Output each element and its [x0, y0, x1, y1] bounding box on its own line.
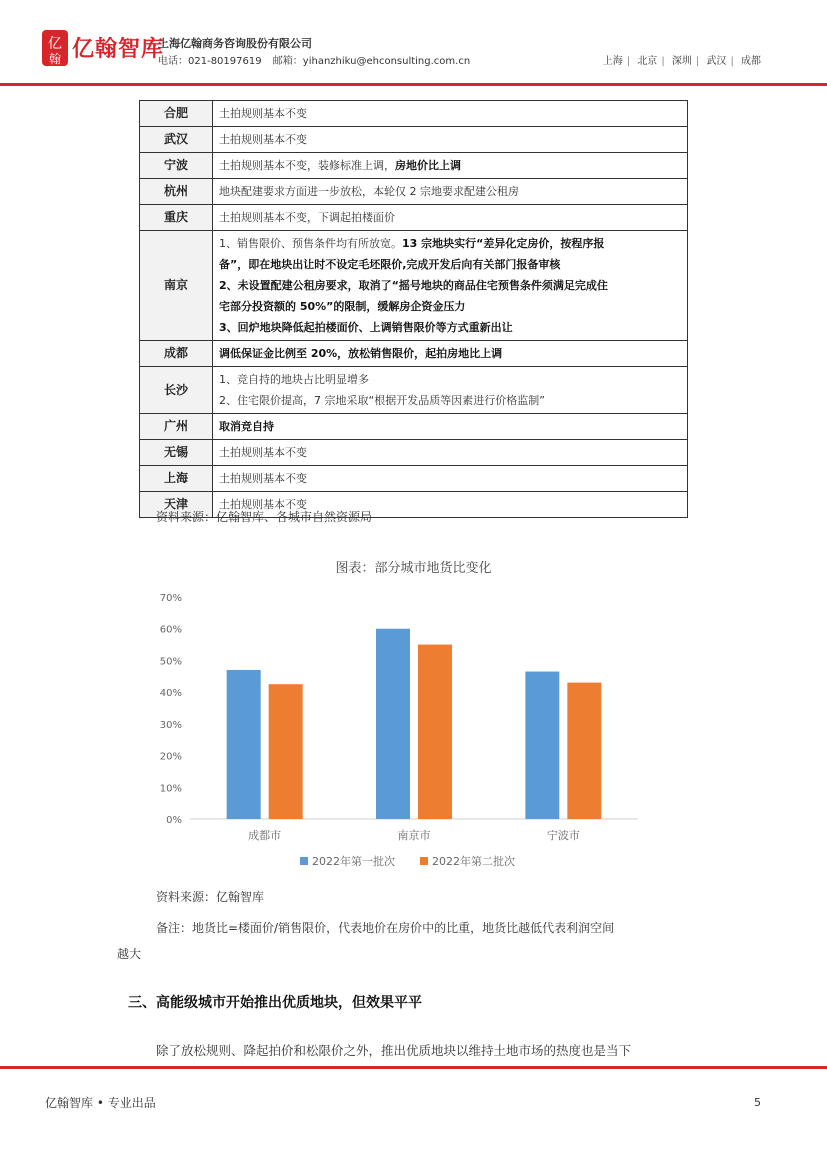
table-row — [140, 101, 688, 127]
bar-chart — [150, 585, 660, 885]
desc-cell: 调低保证金比例至 20%，放松销售限价，起拍房地比上调 — [213, 341, 688, 367]
x-tick-label: 成都市 — [248, 829, 282, 842]
city-label: 上海 — [602, 56, 623, 67]
desc-bold-text: 房地价比上调 — [395, 159, 461, 172]
logo-icon — [40, 26, 70, 70]
desc-cell: 土拍规则基本不变 — [213, 101, 688, 127]
city-cell: 广州 — [140, 414, 213, 440]
policy-table — [139, 100, 688, 518]
y-tick-label: 50% — [159, 656, 182, 668]
table-row — [140, 231, 688, 341]
city-cell: 武汉 — [140, 127, 213, 153]
y-tick-label: 20% — [159, 751, 182, 763]
bar-batch1 — [376, 629, 410, 819]
city-label: 成都 — [741, 56, 761, 67]
desc-cell — [213, 153, 688, 179]
y-tick-label: 10% — [159, 783, 182, 795]
desc-text: 土拍规则基本不变，装修标准上调， — [219, 159, 395, 172]
city-label: 北京 — [637, 56, 658, 67]
city-cell: 重庆 — [140, 205, 213, 231]
desc-cell: 土拍规则基本不变 — [213, 466, 688, 492]
desc-line: 备”，即在地块出让时不设定毛坯限价,完成开发后向有关部门报备审核 — [219, 258, 561, 271]
table-row — [140, 127, 688, 153]
chart-title: 图表：部分城市地货比变化 — [335, 561, 492, 576]
legend-label: 2022年第一批次 — [312, 855, 395, 868]
page-header — [0, 0, 827, 90]
city-cell: 天津 — [140, 492, 213, 518]
city-cell: 成都 — [140, 341, 213, 367]
chart-note-continued: 越大 — [117, 947, 142, 961]
table-row — [140, 153, 688, 179]
city-cell: 杭州 — [140, 179, 213, 205]
logo-text: 亿翰智库 — [72, 37, 165, 62]
table-row — [140, 414, 688, 440]
table-row — [140, 440, 688, 466]
email: 邮箱：yihanzhiku@ehconsulting.com.cn — [272, 56, 471, 67]
table-source: 资料来源：亿翰智库、各城市自然资源局 — [156, 510, 373, 524]
table-row — [140, 466, 688, 492]
city-cell: 上海 — [140, 466, 213, 492]
svg-text:翰: 翰 — [48, 52, 62, 66]
table-row — [140, 367, 688, 414]
y-tick-label: 30% — [159, 719, 182, 731]
x-tick-label: 南京市 — [397, 829, 431, 842]
desc-bold-text: 13 宗地块实行“差异化定房价，按程序报 — [402, 237, 605, 250]
desc-line: 宅部分投资额的 50%”的限制，缓解房企资金压力 — [219, 300, 466, 313]
desc-cell: 土拍规则基本不变，下调起拍楼面价 — [213, 205, 688, 231]
city-cell: 长沙 — [140, 367, 213, 414]
bar-batch2 — [418, 645, 452, 819]
desc-cell: 取消竞自持 — [213, 414, 688, 440]
desc-line: 2、未设置配建公租房要求，取消了“摇号地块的商品住宅预售条件须满足完成住 — [219, 279, 608, 292]
desc-line — [219, 233, 681, 254]
table-row — [140, 205, 688, 231]
footer-divider — [0, 1066, 827, 1069]
y-tick-label: 70% — [159, 593, 182, 604]
city-cell: 南京 — [140, 231, 213, 341]
header-divider — [0, 83, 827, 86]
x-tick-label: 宁波市 — [546, 829, 580, 842]
desc-line: 3、回炉地块降低起拍楼面价、上调销售限价等方式重新出让 — [219, 321, 513, 334]
table-row — [140, 341, 688, 367]
bar-batch2 — [269, 684, 303, 819]
legend-label: 2022年第二批次 — [432, 855, 515, 868]
table-row — [140, 179, 688, 205]
desc-cell: 地块配建要求方面进一步放松，本轮仅 2 宗地要求配建公租房 — [213, 179, 688, 205]
desc-line: 2、住宅限价提高，7 宗地采取“根据开发品质等因素进行价格监制” — [219, 394, 545, 407]
footer-brand: 亿翰智库 • 专业出品 — [45, 1096, 156, 1110]
desc-cell — [213, 367, 688, 414]
company-name: 上海亿翰商务咨询股份有限公司 — [158, 37, 312, 50]
section-heading: 三、高能级城市开始推出优质地块，但效果平平 — [128, 995, 422, 1011]
legend-swatch — [300, 857, 308, 865]
desc-cell: 土拍规则基本不变 — [213, 492, 688, 518]
desc-cell: 土拍规则基本不变 — [213, 440, 688, 466]
legend-swatch — [420, 857, 428, 865]
city-cell: 宁波 — [140, 153, 213, 179]
city-cell: 无锡 — [140, 440, 213, 466]
chart-source: 资料来源：亿翰智库 — [156, 890, 265, 904]
desc-cell — [213, 231, 688, 341]
y-tick-label: 0% — [166, 815, 182, 826]
phone: 电话：021-80197619 — [158, 56, 262, 67]
chart-note: 备注：地货比=楼面价/销售限价，代表地价在房价中的比重，地货比越低代表利润空间 — [156, 921, 615, 935]
desc-cell: 土拍规则基本不变 — [213, 127, 688, 153]
office-cities: 上海 | 北京 | 深圳 | 武汉 | 成都 — [602, 56, 761, 67]
y-tick-label: 60% — [159, 624, 182, 636]
desc-text: 1、销售限价、预售条件均有所放宽。 — [219, 237, 402, 250]
y-tick-label: 40% — [159, 688, 182, 700]
bar-batch1 — [227, 670, 261, 819]
city-label: 武汉 — [706, 56, 727, 67]
contact-info — [158, 52, 478, 67]
page-number: 5 — [754, 1096, 761, 1109]
svg-text:亿: 亿 — [48, 36, 62, 52]
bar-batch2 — [567, 683, 601, 819]
desc-line: 1、竞自持的地块占比明显增多 — [219, 373, 369, 386]
city-cell: 合肥 — [140, 101, 213, 127]
city-label: 深圳 — [671, 56, 692, 67]
body-paragraph: 除了放松规则、降起拍价和松限价之外，推出优质地块以维持土地市场的热度也是当下 — [156, 1043, 632, 1058]
bar-batch1 — [525, 672, 559, 819]
